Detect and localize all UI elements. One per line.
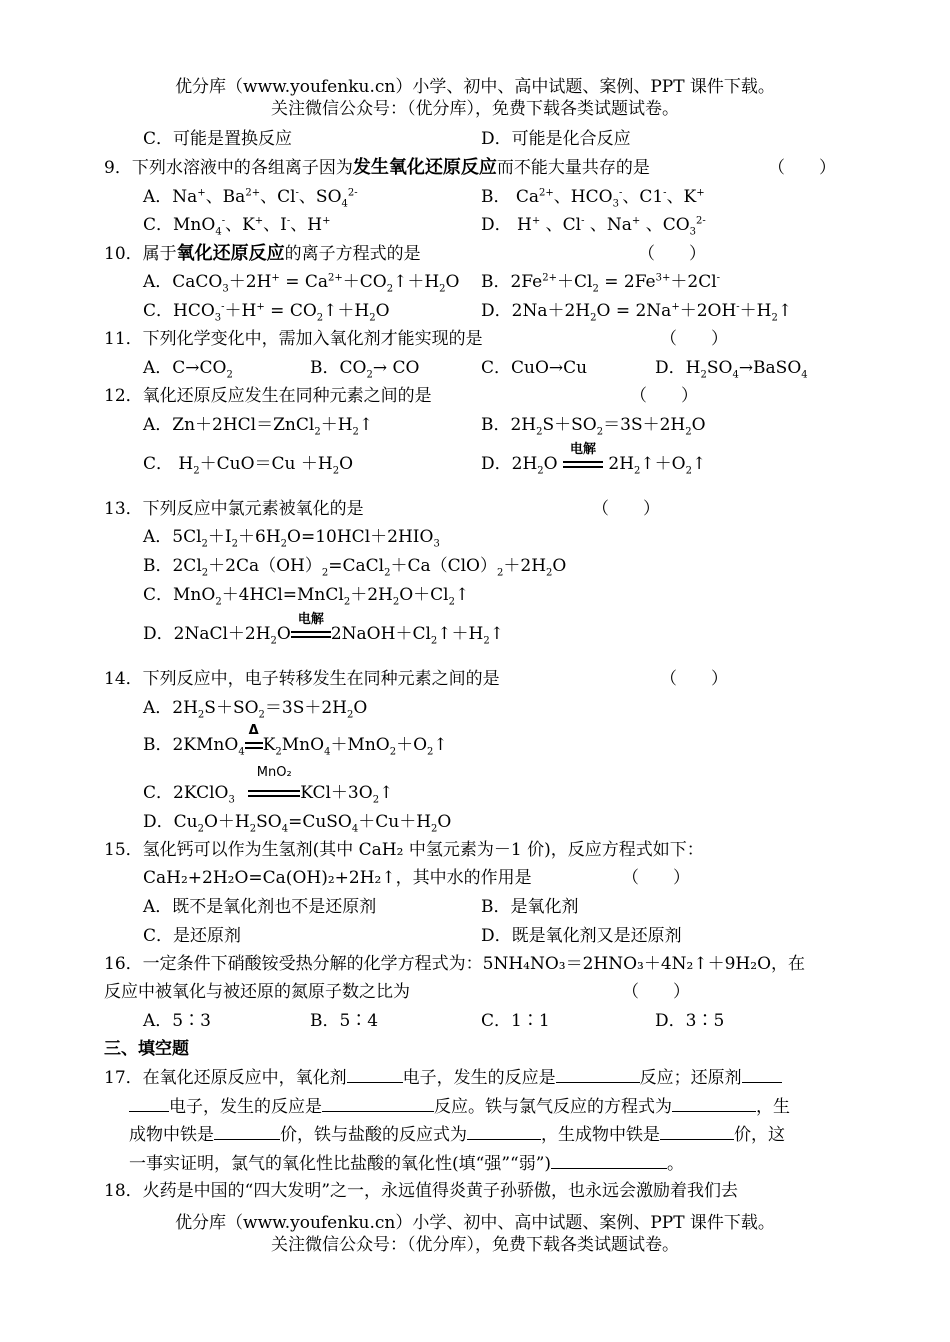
q15-equation: CaH₂+2H₂O=Ca(OH)₂+2H₂↑，其中水的作用是 bbox=[143, 868, 532, 888]
q12-option-c: C． $H_2+CuO=Cu +H_2O$ bbox=[143, 454, 354, 477]
q9-answer-paren: （ ） bbox=[768, 158, 836, 178]
q16-option-a: A．5∶3 bbox=[143, 1011, 211, 1031]
q15-option-b: B．是氧化剂 bbox=[481, 897, 579, 917]
q17-line-2: 电子，发生的反应是 反应。铁与氯气反应的方程式为 ，生 bbox=[129, 1095, 790, 1118]
q10-option-b: B．$2Fe^{2+}+Cl_2 = 2Fe^{3+}+2Cl^-$ bbox=[481, 272, 721, 295]
q14-option-a: A．$2H_2S+SO_2=3S+2H_2O$ bbox=[143, 698, 368, 721]
q14-stem: 14．下列反应中，电子转移发生在同种元素之间的是 bbox=[104, 669, 500, 689]
q15-option-c: C．是还原剂 bbox=[143, 926, 242, 946]
q16-option-b: B．5∶4 bbox=[310, 1011, 379, 1031]
q14-answer-paren: （ ） bbox=[660, 669, 728, 689]
q16-stem: 16．一定条件下硝酸铵受热分解的化学方程式为：5NH₄NO₃＝2HNO₃＋4N₂↑＋9H₂O，在 bbox=[104, 954, 805, 974]
fill-blank[interactable] bbox=[467, 1123, 541, 1140]
q15-answer-paren: （ ） bbox=[622, 868, 690, 888]
q11-answer-paren: （ ） bbox=[660, 329, 728, 349]
q14-option-d: D．$Cu_2O+H_2SO_4=CuSO_4+Cu+H_2O$ bbox=[143, 812, 452, 835]
q18-stem: 18．火药是中国的“四大发明”之一，永远值得炎黄子孙骄傲，也永远会激励着我们去 bbox=[104, 1181, 739, 1201]
header-line-1: 优分库（www.youfenku.cn）小学、初中、高中试题、案例、PPT 课件下载。 bbox=[175, 77, 775, 97]
header-line-2: 关注微信公众号：（优分库），免费下载各类试题试卷。 bbox=[271, 99, 679, 119]
q11-option-a: A．$C\to CO_2$ bbox=[143, 358, 233, 381]
q16-option-d: D．3∶5 bbox=[655, 1011, 725, 1031]
q13-answer-paren: （ ） bbox=[592, 499, 660, 519]
q16-stem-cont: 反应中被氧化与被还原的氮原子数之比为 bbox=[104, 982, 410, 1002]
q10-option-d: D．$2Na+2H_2O$ = $2Na^++2OH^-+H_2↑$ bbox=[481, 301, 793, 324]
q15-option-d: D．既是氧化剂又是还原剂 bbox=[481, 926, 682, 946]
fill-blank[interactable] bbox=[551, 1152, 667, 1169]
fill-blank[interactable] bbox=[660, 1123, 734, 1140]
q11-stem: 11．下列化学变化中，需加入氧化剂才能实现的是 bbox=[104, 329, 483, 349]
footer-line-2: 关注微信公众号：（优分库），免费下载各类试题试卷。 bbox=[271, 1235, 679, 1255]
fill-blank[interactable] bbox=[214, 1123, 280, 1140]
electrolysis-condition: 电解 bbox=[291, 623, 331, 645]
q14-option-c: C．2KClO$_3$ MnO₂ $KCl+3O_2↑$ bbox=[143, 765, 394, 806]
fill-blank[interactable] bbox=[556, 1066, 640, 1083]
electrolysis-condition: 电解 bbox=[563, 453, 603, 475]
q11-option-d: D．$H_2SO_4\to BaSO_4$ bbox=[655, 358, 808, 381]
q11-option-c: C．CuO→Cu bbox=[481, 358, 588, 378]
q9-option-a: A．Na+、$Ba^{2+}$、Cl-、$SO_4^{2-}$ bbox=[143, 187, 358, 210]
q12-answer-paren: （ ） bbox=[630, 386, 698, 406]
q17-line-1: 17．在氧化还原反应中，氧化剂 电子，发生的反应是 反应；还原剂 bbox=[104, 1066, 782, 1089]
q10-stem: 10．属于氧化还原反应的离子方程式的是 bbox=[104, 243, 421, 264]
fill-blank[interactable] bbox=[129, 1095, 169, 1112]
q11-option-b: B．$CO_2\to$ CO bbox=[310, 358, 420, 381]
q9-option-c: C．MnO$_4$-、K+、I-、H+ bbox=[143, 215, 331, 238]
fill-blank[interactable] bbox=[322, 1095, 434, 1112]
q10-option-a: A．CaCO$_3$＋2H+ = $Ca^{2+}+CO_2↑+H_2O$ bbox=[143, 272, 460, 295]
q10-answer-paren: （ ） bbox=[638, 244, 706, 264]
heat-condition: Δ bbox=[245, 734, 263, 756]
q13-option-c: C．$MnO_2+4HCl=MnCl_2+2H_2O+Cl_2↑$ bbox=[143, 585, 470, 608]
catalyst-condition: MnO₂ bbox=[248, 782, 300, 804]
q16-answer-paren: （ ） bbox=[622, 982, 690, 1002]
q12-option-b: B．$2H_2S+SO_2=3S+2H_2O$ bbox=[481, 415, 706, 438]
q10-option-c: C．$HCO_3^-+H^+$ = $CO_2↑+H_2O$ bbox=[143, 301, 390, 324]
q13-option-a: A．$5Cl_2+I_2+6H_2O=10HCl+2HIO_3$ bbox=[143, 527, 440, 550]
q13-option-d: D．$2NaCl+2H_2O$ 电解 $2NaOH+Cl_2↑+H_2↑$ bbox=[143, 612, 504, 647]
q12-option-a: A．$Zn+2HCl=ZnCl_2+H_2↑$ bbox=[143, 415, 374, 438]
fill-blank[interactable] bbox=[742, 1066, 782, 1083]
q14-option-b: B．2KMnO$_4$ Δ $K_2MnO_4+MnO_2+O_2↑$ bbox=[143, 723, 448, 758]
q8-option-c: C．可能是置换反应 bbox=[143, 129, 293, 149]
q16-option-c: C．1∶1 bbox=[481, 1011, 550, 1031]
q9-stem: 9．下列水溶液中的各组离子因为发生氧化还原反应而不能大量共存的是 bbox=[104, 157, 650, 178]
q12-option-d: D．$2H_2O$ 电解 $2H_2↑+O_2↑$ bbox=[481, 442, 707, 477]
q17-line-3: 成物中铁是 价，铁与盐酸的反应式为 ，生成物中铁是 价，这 bbox=[129, 1125, 785, 1145]
section-title: 三、填空题 bbox=[104, 1039, 189, 1059]
q13-stem: 13．下列反应中氯元素被氧化的是 bbox=[104, 499, 364, 519]
fill-blank[interactable] bbox=[347, 1066, 403, 1083]
q17-line-4: 一事实证明，氯气的氧化性比盐酸的氧化性(填“强”“弱”) 。 bbox=[129, 1154, 685, 1174]
fill-blank[interactable] bbox=[672, 1095, 756, 1112]
q13-option-b: B．$2Cl_2+2Ca(OH)_2=CaCl_2+Ca(ClO)_2+2H_2O$ bbox=[143, 556, 567, 579]
footer-line-1: 优分库（www.youfenku.cn）小学、初中、高中试题、案例、PPT 课件下载。 bbox=[175, 1213, 775, 1233]
q9-option-d: D． H+ 、Cl- 、Na+ 、$CO_3^{2-}$ bbox=[481, 215, 706, 238]
q12-stem: 12．氧化还原反应发生在同种元素之间的是 bbox=[104, 386, 432, 406]
q15-option-a: A．既不是氧化剂也不是还原剂 bbox=[143, 897, 377, 917]
q9-option-b: B． $Ca^{2+}$、$HCO_3^-$、C1-、K+ bbox=[481, 187, 705, 210]
q8-option-d: D．可能是化合反应 bbox=[481, 129, 631, 149]
q15-stem: 15．氢化钙可以作为生氢剂(其中 CaH₂ 中氢元素为－1 价)，反应方程式如下： bbox=[104, 840, 704, 860]
